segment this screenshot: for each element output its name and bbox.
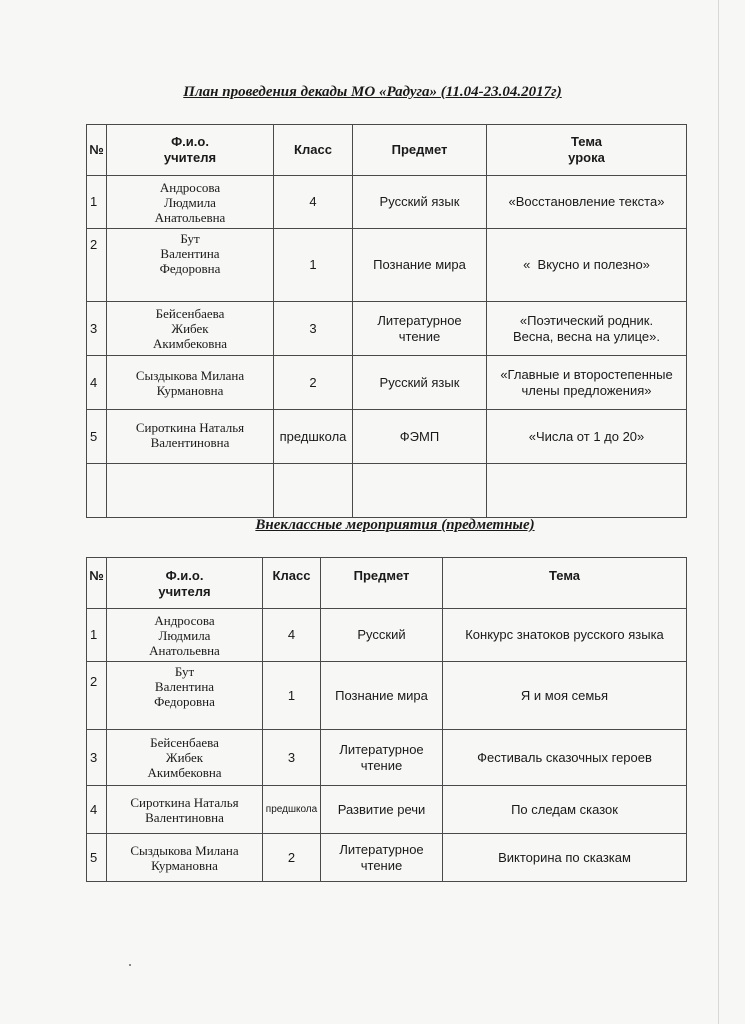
subject-cell — [353, 464, 487, 518]
teacher-name: Сыздыкова Милана Курмановна — [107, 834, 263, 882]
teacher-name: Бейсенбаева Жибек Акимбековна — [107, 730, 263, 786]
subject-cell: Русский язык — [353, 356, 487, 410]
scan-speck — [129, 964, 131, 966]
topic-cell: «Главные и второстепенные члены предложения» — [487, 356, 687, 410]
class-cell: 3 — [274, 302, 353, 356]
teacher-name: Сироткина Наталья Валентиновна — [107, 410, 274, 464]
header-topic: Тема урока — [487, 125, 687, 176]
table-row — [87, 229, 687, 302]
topic-cell: «Поэтический родник. Весна, весна на улице». — [487, 302, 687, 356]
subject-cell: Литературное чтение — [321, 834, 443, 882]
row-num: 1 — [87, 176, 107, 229]
subject-cell: ФЭМП — [353, 410, 487, 464]
topic-cell: Конкурс знатоков русского языка — [443, 609, 687, 662]
class-cell: 4 — [263, 609, 321, 662]
row-num: 5 — [87, 410, 107, 464]
row-num: 3 — [87, 730, 107, 786]
topic-cell: « Вкусно и полезно» — [487, 229, 687, 302]
row-num: 4 — [87, 356, 107, 410]
class-cell: 4 — [274, 176, 353, 229]
class-cell: предшкола — [263, 786, 321, 834]
teacher-name: Сыздыкова Милана Курмановна — [107, 356, 274, 410]
table-row-empty — [87, 464, 687, 518]
teacher-name: Бут Валентина Федоровна — [107, 229, 274, 302]
table-row — [87, 834, 687, 882]
events-section-title: Внеклассные мероприятия (предметные) — [255, 517, 535, 533]
header-topic: Тема — [443, 558, 687, 609]
topic-cell: «Восстановление текста» — [487, 176, 687, 229]
table-row — [87, 609, 687, 662]
table-row — [87, 302, 687, 356]
class-cell — [274, 464, 353, 518]
subject-cell: Развитие речи — [321, 786, 443, 834]
table-row — [87, 786, 687, 834]
topic-cell: Я и моя семья — [443, 662, 687, 730]
row-num: 2 — [87, 229, 107, 302]
class-cell: предшкола — [274, 410, 353, 464]
topic-cell: Викторина по сказкам — [443, 834, 687, 882]
page-edge-line — [718, 0, 719, 1024]
table-row — [87, 662, 687, 730]
table-row — [87, 356, 687, 410]
header-subject: Предмет — [353, 125, 487, 176]
header-num: № — [87, 125, 107, 176]
class-cell: 1 — [274, 229, 353, 302]
subject-cell: Русский язык — [353, 176, 487, 229]
class-cell: 3 — [263, 730, 321, 786]
header-teacher: Ф.и.о. учителя — [107, 125, 274, 176]
table-row — [87, 176, 687, 229]
events-header-row — [87, 558, 687, 609]
header-teacher: Ф.и.о. учителя — [107, 558, 263, 609]
teacher-name: Андросова Людмила Анатольевна — [107, 609, 263, 662]
topic-cell — [487, 464, 687, 518]
lessons-header-row — [87, 125, 687, 176]
row-num: 3 — [87, 302, 107, 356]
events-table — [86, 557, 687, 882]
subject-cell: Литературное чтение — [353, 302, 487, 356]
table-row — [87, 730, 687, 786]
subject-cell: Русский — [321, 609, 443, 662]
document-title: План проведения декады МО «Радуга» (11.04-23.04.2017г) — [183, 84, 562, 100]
class-cell: 2 — [274, 356, 353, 410]
class-cell: 1 — [263, 662, 321, 730]
header-subject: Предмет — [321, 558, 443, 609]
teacher-name: Бут Валентина Федоровна — [107, 662, 263, 730]
header-class: Класс — [263, 558, 321, 609]
row-num: 1 — [87, 609, 107, 662]
teacher-name: Андросова Людмила Анатольевна — [107, 176, 274, 229]
row-num: 2 — [87, 662, 107, 730]
teacher-name — [107, 464, 274, 518]
topic-cell: «Числа от 1 до 20» — [487, 410, 687, 464]
header-num: № — [87, 558, 107, 609]
teacher-name: Бейсенбаева Жибек Акимбековна — [107, 302, 274, 356]
row-num: 5 — [87, 834, 107, 882]
row-num — [87, 464, 107, 518]
subject-cell: Литературное чтение — [321, 730, 443, 786]
lessons-table — [86, 124, 687, 518]
subject-cell: Познание мира — [353, 229, 487, 302]
topic-cell: Фестиваль сказочных героев — [443, 730, 687, 786]
teacher-name: Сироткина Наталья Валентиновна — [107, 786, 263, 834]
table-row — [87, 410, 687, 464]
topic-cell: По следам сказок — [443, 786, 687, 834]
subject-cell: Познание мира — [321, 662, 443, 730]
header-class: Класс — [274, 125, 353, 176]
class-cell: 2 — [263, 834, 321, 882]
row-num: 4 — [87, 786, 107, 834]
